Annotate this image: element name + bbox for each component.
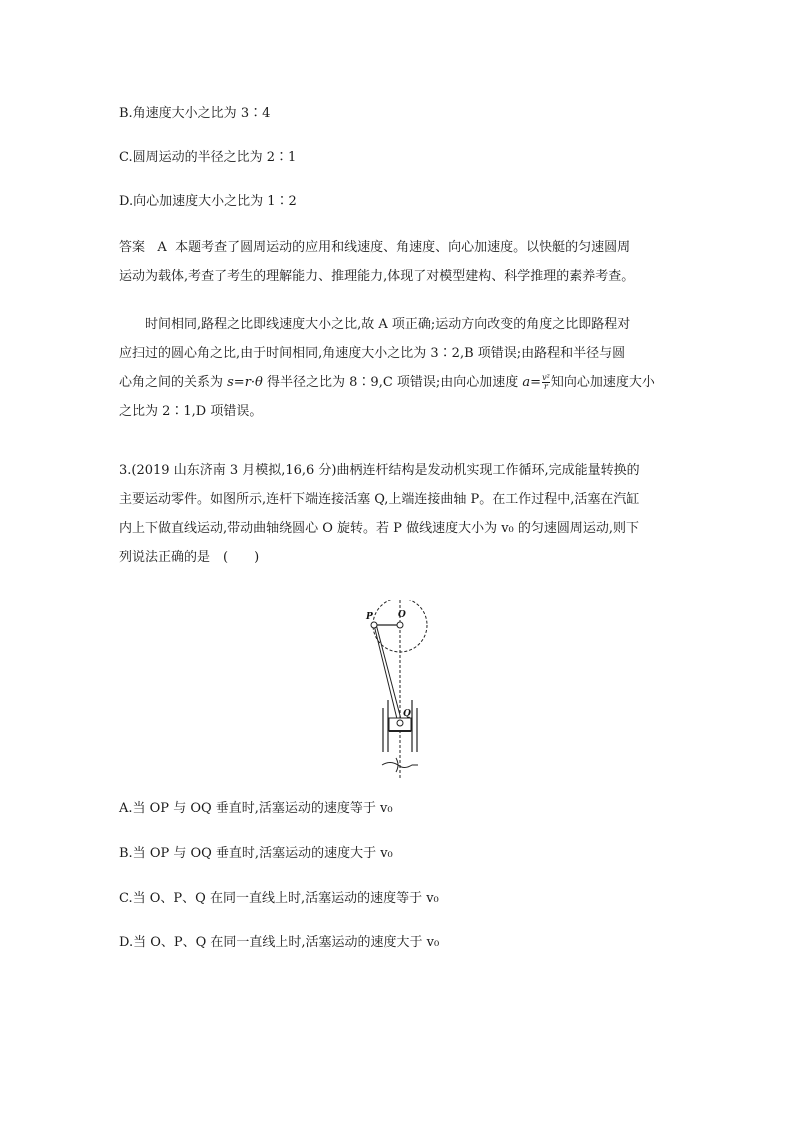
answer-intro-line-1 <box>119 233 679 262</box>
explanation-block <box>119 310 679 426</box>
question-line-1: 3.(2019 山东济南 3 月模拟,16,6 分)曲柄连杆结构是发动机实现工作循环,完成能量转换的 <box>119 463 640 478</box>
explanation-line-4: 之比为 2∶1,D 项错误。 <box>119 404 263 419</box>
question-line-2: 主要运动零件。如图所示,连杆下端连接活塞 Q,上端连接曲轴 P。在工作过程中,活塞在汽缸 <box>119 492 640 507</box>
question-line-3: 内上下做直线运动,带动曲轴绕圆心 O 旋转。若 P 做线速度大小为 v₀ 的匀速圆周运动,则下 <box>119 521 640 536</box>
option-b[interactable]: B.当 OP 与 OQ 垂直时,活塞运动的速度大于 v₀ <box>119 846 393 861</box>
break-mark-curve <box>396 758 398 772</box>
prev-option-d: D.向心加速度大小之比为 1∶2 <box>119 194 297 209</box>
explanation-text: 得半径之比为 8∶9,C 项错误;由向心加速度 <box>262 375 523 390</box>
question-line-4: 列说法正确的是 ( ) <box>119 550 260 565</box>
connecting-rod-left <box>374 625 398 723</box>
joint-p <box>371 622 377 628</box>
fraction-denominator: r <box>544 382 548 391</box>
answer-block <box>119 233 679 291</box>
option-a[interactable]: A.当 OP 与 OQ 垂直时,活塞运动的速度等于 v₀ <box>119 801 393 816</box>
fraction-numerator: v² <box>542 373 550 382</box>
accel-formula: a= <box>522 375 542 390</box>
prev-option-c: C.圆周运动的半径之比为 2∶1 <box>119 150 297 165</box>
explanation-line-3 <box>119 368 679 397</box>
connecting-rod-right <box>376 624 402 723</box>
joint-q <box>397 720 403 726</box>
joint-o <box>397 622 403 628</box>
answer-choice: A <box>157 240 167 255</box>
explanation-text: 心角之间的关系为 <box>119 375 228 390</box>
explanation-line-2: 应扫过的圆心角之比,由于时间相同,角速度大小之比为 3∶2,B 项错误;由路程和半径与圆 <box>119 346 626 361</box>
prev-option-b: B.角速度大小之比为 3∶4 <box>119 106 271 121</box>
option-c[interactable]: C.当 O、P、Q 在同一直线上时,活塞运动的速度等于 v₀ <box>119 891 439 906</box>
explanation-line-1: 时间相同,路程之比即线速度大小之比,故 A 项正确;运动方向改变的角度之比即路程对 <box>145 317 631 332</box>
label-o: O <box>398 610 406 620</box>
answer-label: 答案 <box>119 240 146 255</box>
accel-fraction <box>542 374 550 391</box>
answer-intro-text-1: 本题考查了圆周运动的应用和线速度、角速度、向心加速度。以快艇的匀速圆周 <box>175 240 631 255</box>
arc-length-formula: s=r·θ <box>227 375 263 390</box>
answer-intro-line-2: 运动为载体,考查了考生的理解能力、推理能力,体现了对模型建构、科学推理的素养考查。 <box>119 269 635 284</box>
question-3-stem <box>119 456 679 572</box>
label-p: P <box>366 612 373 622</box>
label-q: Q <box>403 709 411 719</box>
explanation-text: 知向心加速度大小 <box>550 375 655 390</box>
option-d[interactable]: D.当 O、P、Q 在同一直线上时,活塞运动的速度大于 v₀ <box>119 935 440 950</box>
crank-mechanism-figure <box>352 600 442 780</box>
